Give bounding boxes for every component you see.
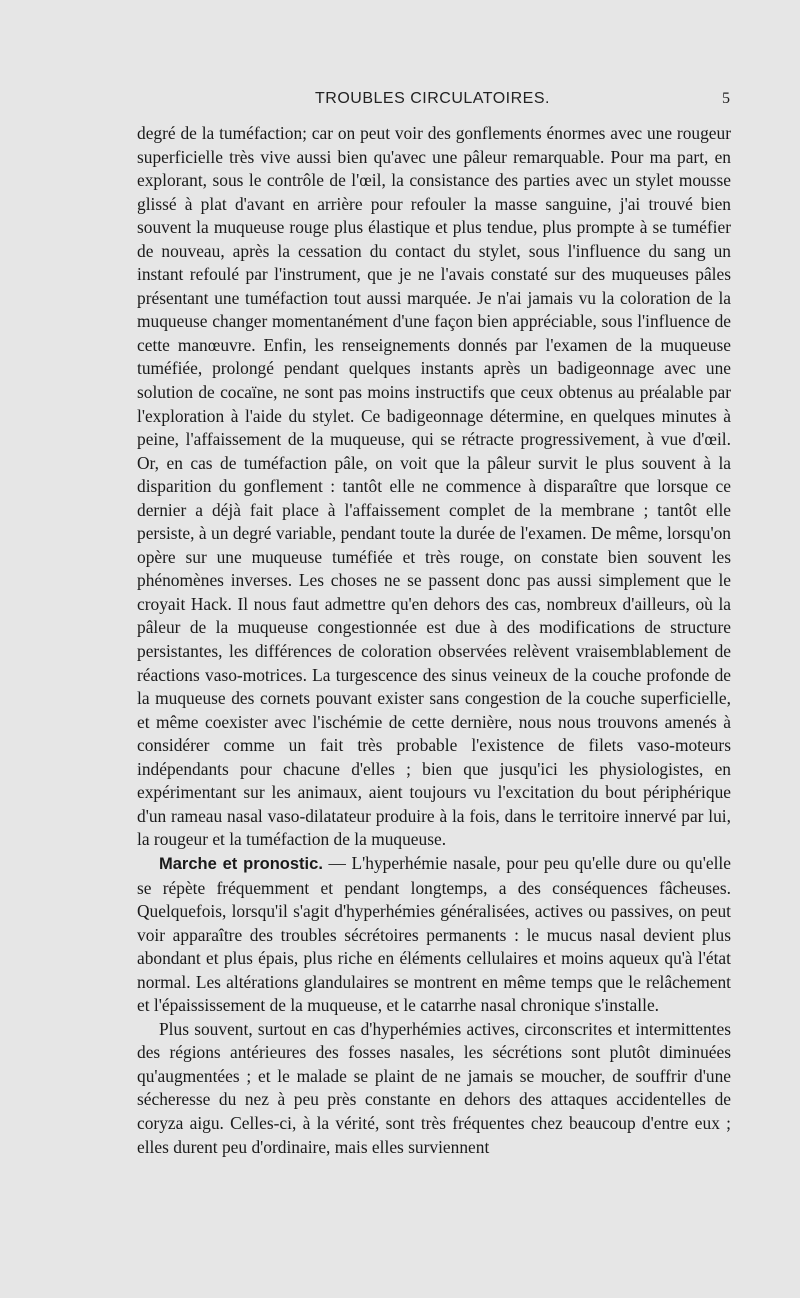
paragraph-continuation: degré de la tuméfaction; car on peut voir des gonflements énormes avec une rougeur superficielle très vive aussi bien qu'avec une pâleur remarquable. Pour ma part, en explorant, sous le contrôle de l'œil, la consistance des parties avec un stylet mousse glissé à plat d'avant en arrière pour refouler la masse sanguine, j'ai trouvé bien souvent la muqueuse rouge plus élastique et plus tendue, plus prompte à se tuméfier de nouveau, après la cessation du contact du stylet, sous l'influence du sang un instant refoulé par l'instrument, que je ne l'avais constaté sur des muqueuses pâles présentant une tuméfaction tout aussi marquée. Je n'ai jamais vu la coloration de la muqueuse changer momentanément d'une façon bien appréciable, sous l'influence de cette manœuvre. Enfin, les renseignements donnés par l'examen de la muqueuse tuméfiée, prolongé pendant quelques instants après un badigeonnage avec une solution de cocaïne, ne sont pas moins instructifs que ceux obtenus au préalable par l'exploration à l'aide du stylet. Ce badigeonnage détermine, en quelques minutes à peine, l'affaissement de la muqueuse, qui se rétracte progressivement, à vue d'œil. Or, en cas de tuméfaction pâle, on voit que la pâleur survit le plus souvent à la disparition du gonflement : tantôt elle ne commence à disparaître que lorsque ce dernier a déjà fait place à l'affaissement complet de la membrane ; tantôt elle persiste, à un degré variable, pendant toute la durée de l'examen. De même, lorsqu'on opère sur une muqueuse tuméfiée et très rouge, on constate bien souvent les phénomènes inverses. Les choses ne se passent donc pas aussi simplement que le croyait Hack. Il nous faut admettre qu'en dehors des cas, nombreux d'ailleurs, où la pâleur de la muqueuse congestionnée est due à des modifications de structure persistantes, les différences de coloration observées relèvent vraisemblablement de réactions vaso-motrices. La turgescence des sinus veineux de la couche profonde de la muqueuse des cornets pouvant exister sans congestion de la couche superficielle, et même coexister avec l'ischémie de cette dernière, nous nous trouvons amenés à considérer comme un fait très probable l'existence de filets vaso-moteurs indépendants pour chacune d'elles ; bien que jusqu'ici les physiologistes, en expérimentant sur les animaux, aient toujours vu l'excitation du bout périphérique d'un rameau nasal vaso-dilatateur produire à la fois, dans le territoire innervé par lui, la rougeur et la tuméfaction de la muqueuse. xyxy=(137,123,731,850)
section-title-marche-pronostic: Marche et pronostic. xyxy=(159,854,323,873)
page-header xyxy=(135,90,730,118)
paragraph-marche-pronostic xyxy=(137,852,731,1018)
page-number: 5 xyxy=(722,90,730,107)
body-text xyxy=(137,122,731,1159)
paragraph-marche-pronostic-text: — L'hyperhémie nasale, pour peu qu'elle dure ou qu'elle se répète fréquemment et pendant longtemps, a des conséquences fâcheuses. Quelquefois, lorsqu'il s'agit d'hyperhémies généralisées, actives ou passives, on peut voir apparaître des troubles sécrétoires permanents : le mucus nasal devient plus abondant et plus épais, plus riche en éléments cellulaires et moins aqueux qu'à l'état normal. Les altérations glandulaires se montrent en même temps que le relâchement et l'épaississement de la muqueuse, et le catarrhe nasal chronique s'installe. xyxy=(137,852,731,1016)
paragraph-hyperhemies-actives: Plus souvent, surtout en cas d'hyperhémies actives, circonscrites et intermittentes des régions antérieures des fosses nasales, les sécrétions sont plutôt diminuées qu'augmentées ; et le malade se plaint de ne jamais se moucher, de souffrir d'une sécheresse du nez à peu près constante en dehors des attaques accidentelles de coryza aigu. Celles-ci, à la vérité, sont très fréquentes chez beaucoup d'entre eux ; elles durent peu d'ordinaire, mais elles surviennent xyxy=(137,1018,731,1157)
running-head: TROUBLES CIRCULATOIRES. xyxy=(315,90,550,107)
